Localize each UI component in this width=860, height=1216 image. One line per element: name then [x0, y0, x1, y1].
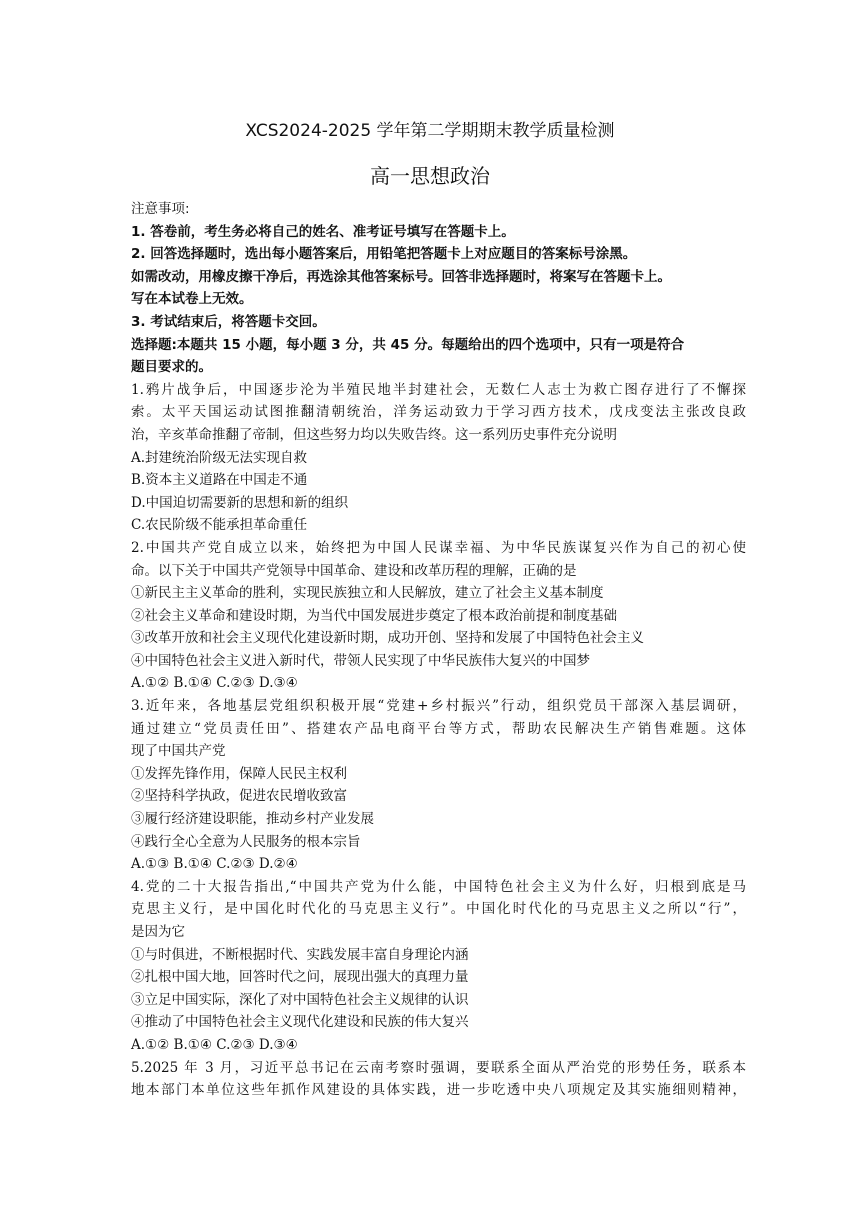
- text-line: 3. 考试结束后，将答题卡交回。: [131, 313, 326, 330]
- text-line: 选择题:本题共 15 小题，每小题 3 分，共 45 分。每题给出的四个选项中，只有一项是符合: [131, 336, 685, 353]
- text-line: 写在本试卷上无效。: [131, 291, 253, 308]
- text-line: A.①② B.①④ C.②③ D.③④: [131, 1036, 298, 1053]
- text-line: ②扎根中国大地，回答时代之问，展现出强大的真理力量: [131, 969, 469, 986]
- text-line: 3.近年来，各地基层党组织积极开展“党建+乡村振兴”行动，组织党员干部深入基层调研，: [131, 698, 746, 715]
- text-line: 2. 回答选择题时，选出每小题答案后，用铅笔把答题卡上对应题目的答案标号涂黑。: [131, 246, 637, 263]
- text-line: ①与时俱进，不断根据时代、实践发展丰富自身理论内涵: [131, 946, 469, 963]
- text-line: ③改革开放和社会主义现代化建设新时期，成功开创、坚持和发展了中国特色社会主义: [131, 630, 644, 647]
- text-line: 如需改动，用橡皮擦干净后，再选涂其他答案标号。回答非选择题时，将案写在答题卡上。: [131, 268, 671, 285]
- text-line: 是因为它: [131, 924, 185, 940]
- text-line: 1.鸦片战争后，中国逐步沦为半殖民地半封建社会，无数仁人志士为救亡图存进行了不懈探: [131, 381, 746, 398]
- exam-content: [131, 198, 746, 1102]
- text-line: ③履行经济建设职能，推动乡村产业发展: [131, 811, 374, 828]
- text-line: 地本部门本单位这些年抓作风建设的具体实践，进一步吃透中央八项规定及其实施细则精神，: [131, 1082, 746, 1099]
- text-line: ②坚持科学执政，促进农民增收致富: [131, 788, 347, 805]
- text-line: ④践行全心全意为人民服务的根本宗旨: [131, 833, 361, 850]
- text-line: 注意事项:: [131, 201, 190, 217]
- text-line: 题目要求的。: [131, 359, 212, 376]
- text-line: 命。以下关于中国共产党领导中国革命、建设和改革历程的理解，正确的是: [131, 562, 577, 579]
- text-line: A.①③ B.①④ C.②③ D.②④: [131, 856, 298, 873]
- text-line: A.封建统治阶级无法实现自救: [131, 449, 308, 466]
- text-line: ②社会主义革命和建设时期，为当代中国发展进步奠定了根本政治前提和制度基础: [131, 607, 617, 624]
- text-line: B.资本主义道路在中国走不通: [131, 472, 308, 489]
- text-line: ①发挥先锋作用，保障人民民主权利: [131, 765, 347, 782]
- text-line: ③立足中国实际，深化了对中国特色社会主义规律的认识: [131, 991, 469, 1008]
- text-line: 索。太平天国运动试图推翻清朝统治，洋务运动致力于学习西方技术，戊戌变法主张改良政: [131, 404, 746, 421]
- text-line: 克思主义行，是中国化时代化的马克思主义行”。中国化时代化的马克思主义之所以“行”，: [131, 901, 746, 918]
- exam-subject: 高一思想政治: [370, 164, 490, 188]
- text-line: 现了中国共产党: [131, 743, 226, 760]
- text-line: ④中国特色社会主义进入新时代，带领人民实现了中华民族伟大复兴的中国梦: [131, 652, 590, 669]
- text-line: ①新民主主义革命的胜利，实现民族独立和人民解放，建立了社会主义基本制度: [131, 585, 604, 602]
- exam-title: XCS2024-2025 学年第二学期期末教学质量检测: [245, 121, 615, 141]
- text-line: 5.2025 年 3 月，习近平总书记在云南考察时强调，要联系全面从严治党的形势任务，联系本: [131, 1059, 746, 1076]
- text-line: 2.中国共产党自成立以来，始终把为中国人民谋幸福、为中华民族谋复兴作为自己的初心使: [131, 539, 746, 556]
- text-line: 通过建立“党员责任田”、搭建农产品电商平台等方式，帮助农民解决生产销售难题。这体: [131, 720, 746, 737]
- text-line: 1. 答卷前，考生务必将自己的姓名、准考证号填写在答题卡上。: [131, 223, 515, 240]
- text-line: D.中国迫切需要新的思想和新的组织: [131, 494, 349, 511]
- text-line: C.农民阶级不能承担革命重任: [131, 517, 308, 534]
- text-line: A.①② B.①④ C.②③ D.③④: [131, 675, 298, 692]
- text-line: 治，辛亥革命推翻了帝制，但这些努力均以失败告终。这一系列历史事件充分说明: [131, 426, 617, 443]
- text-line: ④推动了中国特色社会主义现代化建设和民族的伟大复兴: [131, 1014, 469, 1031]
- text-line: 4.党的二十大报告指出,“中国共产党为什么能，中国特色社会主义为什么好，归根到底是马: [131, 878, 746, 895]
